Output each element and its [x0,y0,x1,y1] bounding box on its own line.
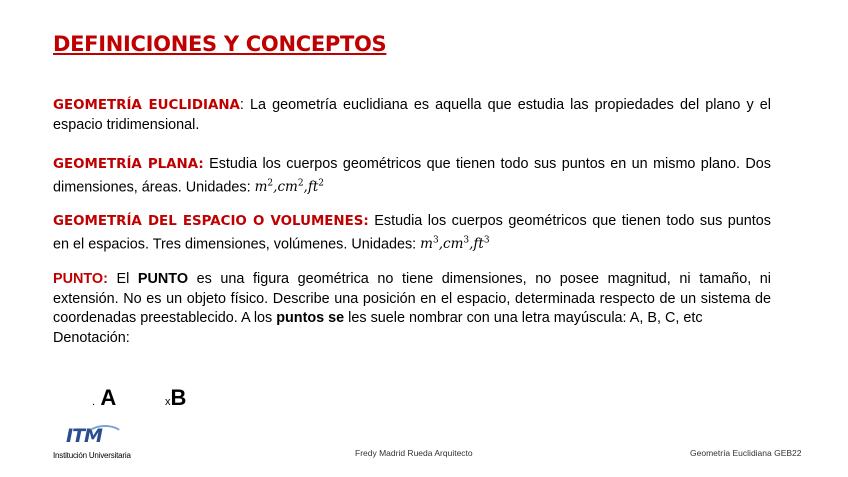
itm-logo-mark [66,424,124,448]
footer-course: Geometría Euclidiana GEB22 [690,448,802,458]
bold-puntos: puntos se [276,310,345,326]
text-punto-3: les suele nombrar con una letra mayúscula: A, B, C, etc [344,310,703,326]
point-a-marker: . [92,396,96,408]
unit-m: m [254,179,268,195]
definition-plana [53,155,771,198]
units-espacio: $m^3,cm^3,ft^3$ [420,235,490,252]
bold-punto: PUNTO [137,271,189,287]
point-b [165,385,186,411]
term-espacio: GEOMETRÍA DEL ESPACIO O VOLUMENES: [53,214,369,229]
point-b-label: B [170,385,187,410]
unit-exponent: 2 [297,178,304,189]
text-espacio: Estudia los cuerpos geométricos que tienen todo sus puntos en el espacios. Tres dimensiones, volúmenes. Unidades: [53,213,771,252]
denotacion-label: Denotación: [53,329,130,346]
unit-cm: cm [443,236,464,252]
unit-exponent: 2 [318,178,324,189]
text-euclidiana: : La geometría euclidiana es aquella que estudia las propiedades del plano y el espacio tridimensional. [53,97,771,133]
definition-euclidiana [53,96,771,135]
unit-ft: ft [473,236,484,252]
itm-logo-subtitle: Institución Universitaria [53,451,131,460]
term-plana: GEOMETRÍA PLANA: [53,157,204,172]
unit-exponent: 3 [483,235,490,246]
unit-ft: ft [307,179,319,195]
page-title: DEFINICIONES Y CONCEPTOS [53,32,387,56]
term-punto: PUNTO: [53,271,108,287]
text-punto-2: es una figura geométrica no tiene dimensiones, no posee magnitud, ni tamaño, ni extensión. No es un objeto físico. Describe una posición en el espacio, determinada respecto de un sistema de coordenadas preestablecido. A los [53,271,772,326]
point-a [92,385,116,411]
unit-exponent: 3 [432,235,439,246]
definition-espacio [53,212,771,255]
footer-author: Fredy Madrid Rueda Arquitecto [355,448,473,458]
text-plana: Estudia los cuerpos geométricos que tienen todo sus puntos en un mismo plano. Dos dimensiones, áreas. Unidades: [53,156,771,195]
unit-exponent: 3 [463,235,470,246]
point-b-marker: x [165,396,171,408]
itm-logo [53,424,133,464]
point-a-label: A [100,385,117,410]
unit-m: m [420,236,433,252]
unit-exponent: 2 [267,178,274,189]
logo-swoosh-icon [86,425,124,447]
text-punto-1: El [107,271,138,287]
term-euclidiana: GEOMETRÍA EUCLIDIANA [53,98,240,113]
units-plana: $m^2,cm^2,ft^2$ [254,178,324,195]
unit-cm: cm [277,179,298,195]
definition-punto [53,270,771,348]
itm-logo-text: ITM [66,425,102,447]
